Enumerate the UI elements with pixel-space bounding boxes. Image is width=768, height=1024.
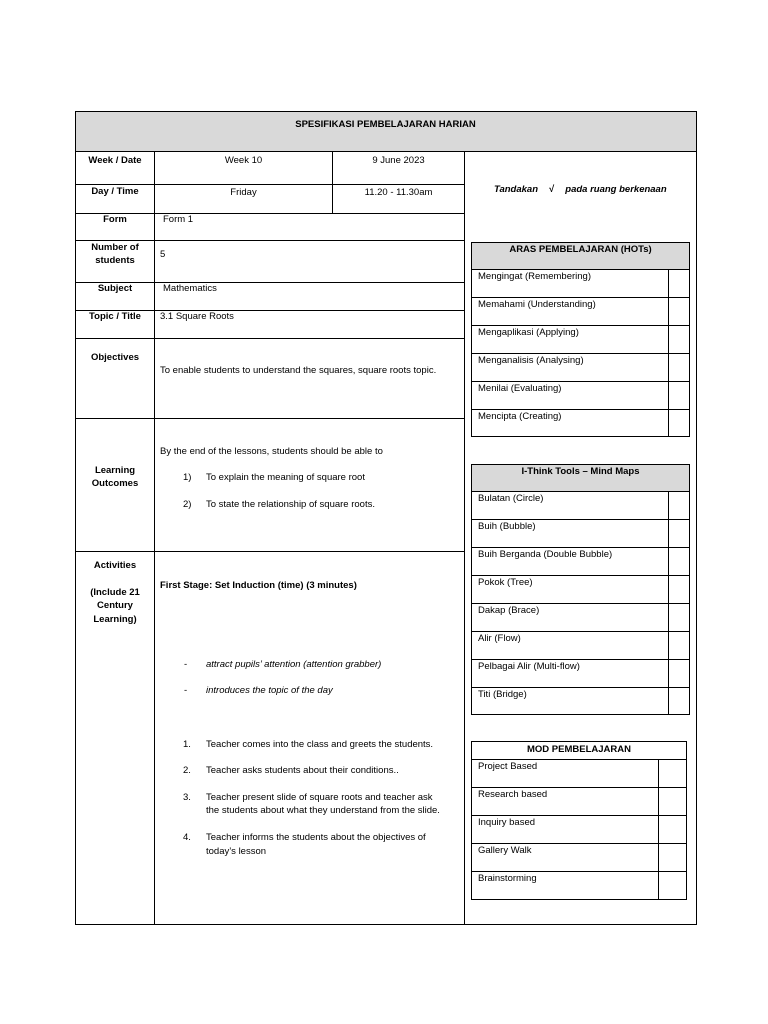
hots-item: Menilai (Evaluating)	[478, 383, 562, 394]
step-text-continued: today’s lesson	[206, 846, 267, 857]
ithink-item: Pelbagai Alir (Multi-flow)	[478, 661, 580, 672]
mod-item: Gallery Walk	[478, 845, 532, 856]
mod-title: MOD PEMBELAJARAN	[527, 744, 631, 755]
day-time-label: Day / Time	[91, 186, 139, 197]
step-text: Teacher asks students about their conditions..	[206, 765, 399, 776]
hots-item: Menganalisis (Analysing)	[478, 355, 584, 366]
ithink-item: Buih (Bubble)	[478, 521, 536, 532]
hots-title: ARAS PEMBELAJARAN (HOTs)	[509, 244, 652, 255]
bullet-text: introduces the topic of the day	[206, 685, 333, 696]
mod-item: Inquiry based	[478, 817, 536, 828]
first-stage-heading: First Stage: Set Induction (time) (3 minutes)	[160, 580, 357, 591]
row-line	[75, 418, 464, 419]
label-column-divider	[154, 151, 155, 925]
form-value: Form 1	[163, 214, 194, 225]
outcome-number: 1)	[183, 472, 192, 483]
outcome-number: 2)	[183, 499, 192, 510]
ithink-item: Buih Berganda (Double Bubble)	[478, 549, 613, 560]
week-value: Week 10	[224, 155, 263, 166]
form-label: Form	[103, 214, 127, 225]
students-label-line1: Number of	[91, 242, 139, 253]
hots-item: Mengingat (Remembering)	[478, 271, 591, 282]
step-text: Teacher present slide of square roots and teacher ask	[206, 792, 433, 803]
outcomes-intro: By the end of the lessons, students should be able to	[160, 446, 383, 457]
mod-tick-column	[658, 759, 659, 900]
ithink-item: Alir (Flow)	[478, 633, 521, 644]
students-value: 5	[160, 249, 166, 260]
ithink-item: Bulatan (Circle)	[478, 493, 544, 504]
ithink-item: Titi (Bridge)	[478, 689, 527, 700]
mod-item: Brainstorming	[478, 873, 537, 884]
tick-instruction	[494, 183, 667, 196]
ithink-item: Pokok (Tree)	[478, 577, 533, 588]
mod-item: Research based	[478, 789, 548, 800]
checkmark-icon: √	[549, 184, 555, 195]
activities-note-line2: Century	[97, 600, 133, 611]
row-line	[75, 551, 464, 552]
objectives-value: To enable students to understand the squares, square roots topic.	[160, 365, 437, 376]
right-panel-divider	[464, 151, 465, 925]
outcome-text: To explain the meaning of square root	[206, 472, 365, 483]
step-text: Teacher informs the students about the objectives of	[206, 832, 426, 843]
step-number: 2.	[183, 765, 191, 776]
activities-label: Activities	[93, 560, 137, 571]
page-title: SPESIFIKASI PEMBELAJARAN HARIAN	[295, 119, 476, 130]
hots-item: Mengaplikasi (Applying)	[478, 327, 579, 338]
topic-value: 3.1 Square Roots	[160, 311, 234, 322]
step-number: 4.	[183, 832, 191, 843]
frame-bottom	[75, 924, 697, 925]
header-bottom-line	[75, 151, 697, 152]
subject-value: Mathematics	[163, 283, 217, 294]
day-value: Friday	[230, 187, 257, 198]
step-text: Teacher comes into the class and greets the students.	[206, 739, 434, 750]
step-text-continued: the students about what they understand from the slide.	[206, 805, 440, 816]
students-label-line2: students	[95, 255, 135, 266]
row-line	[75, 338, 464, 339]
objectives-label: Objectives	[90, 352, 140, 363]
activities-note-line1: (Include 21	[90, 587, 140, 598]
bullet-dash: -	[184, 659, 188, 670]
outcomes-label-line1: Learning	[94, 465, 136, 476]
step-number: 3.	[183, 792, 191, 803]
ithink-item: Dakap (Brace)	[478, 605, 540, 616]
tick-instruction-after: pada ruang berkenaan	[565, 184, 667, 195]
frame-top	[75, 111, 697, 112]
date-value: 9 June 2023	[372, 155, 425, 166]
activities-note-line3: Learning)	[93, 614, 137, 625]
step-number: 1.	[183, 739, 191, 750]
time-value: 11.20 - 11.30am	[364, 187, 433, 198]
subject-label: Subject	[97, 283, 133, 294]
hots-item: Mencipta (Creating)	[478, 411, 562, 422]
frame-left	[75, 111, 76, 925]
bullet-text: attract pupils’ attention (attention grabber)	[206, 659, 382, 670]
mod-item: Project Based	[478, 761, 538, 772]
topic-label: Topic / Title	[89, 311, 141, 322]
week-date-label: Week / Date	[88, 155, 142, 166]
tick-instruction-before: Tandakan	[494, 184, 538, 195]
outcomes-label-line2: Outcomes	[91, 478, 139, 489]
outcome-text: To state the relationship of square roots.	[206, 499, 375, 510]
frame-right	[696, 111, 697, 925]
hots-item: Memahami (Understanding)	[478, 299, 596, 310]
bullet-dash: -	[184, 685, 188, 696]
ithink-title: I-Think Tools – Mind Maps	[521, 466, 640, 477]
